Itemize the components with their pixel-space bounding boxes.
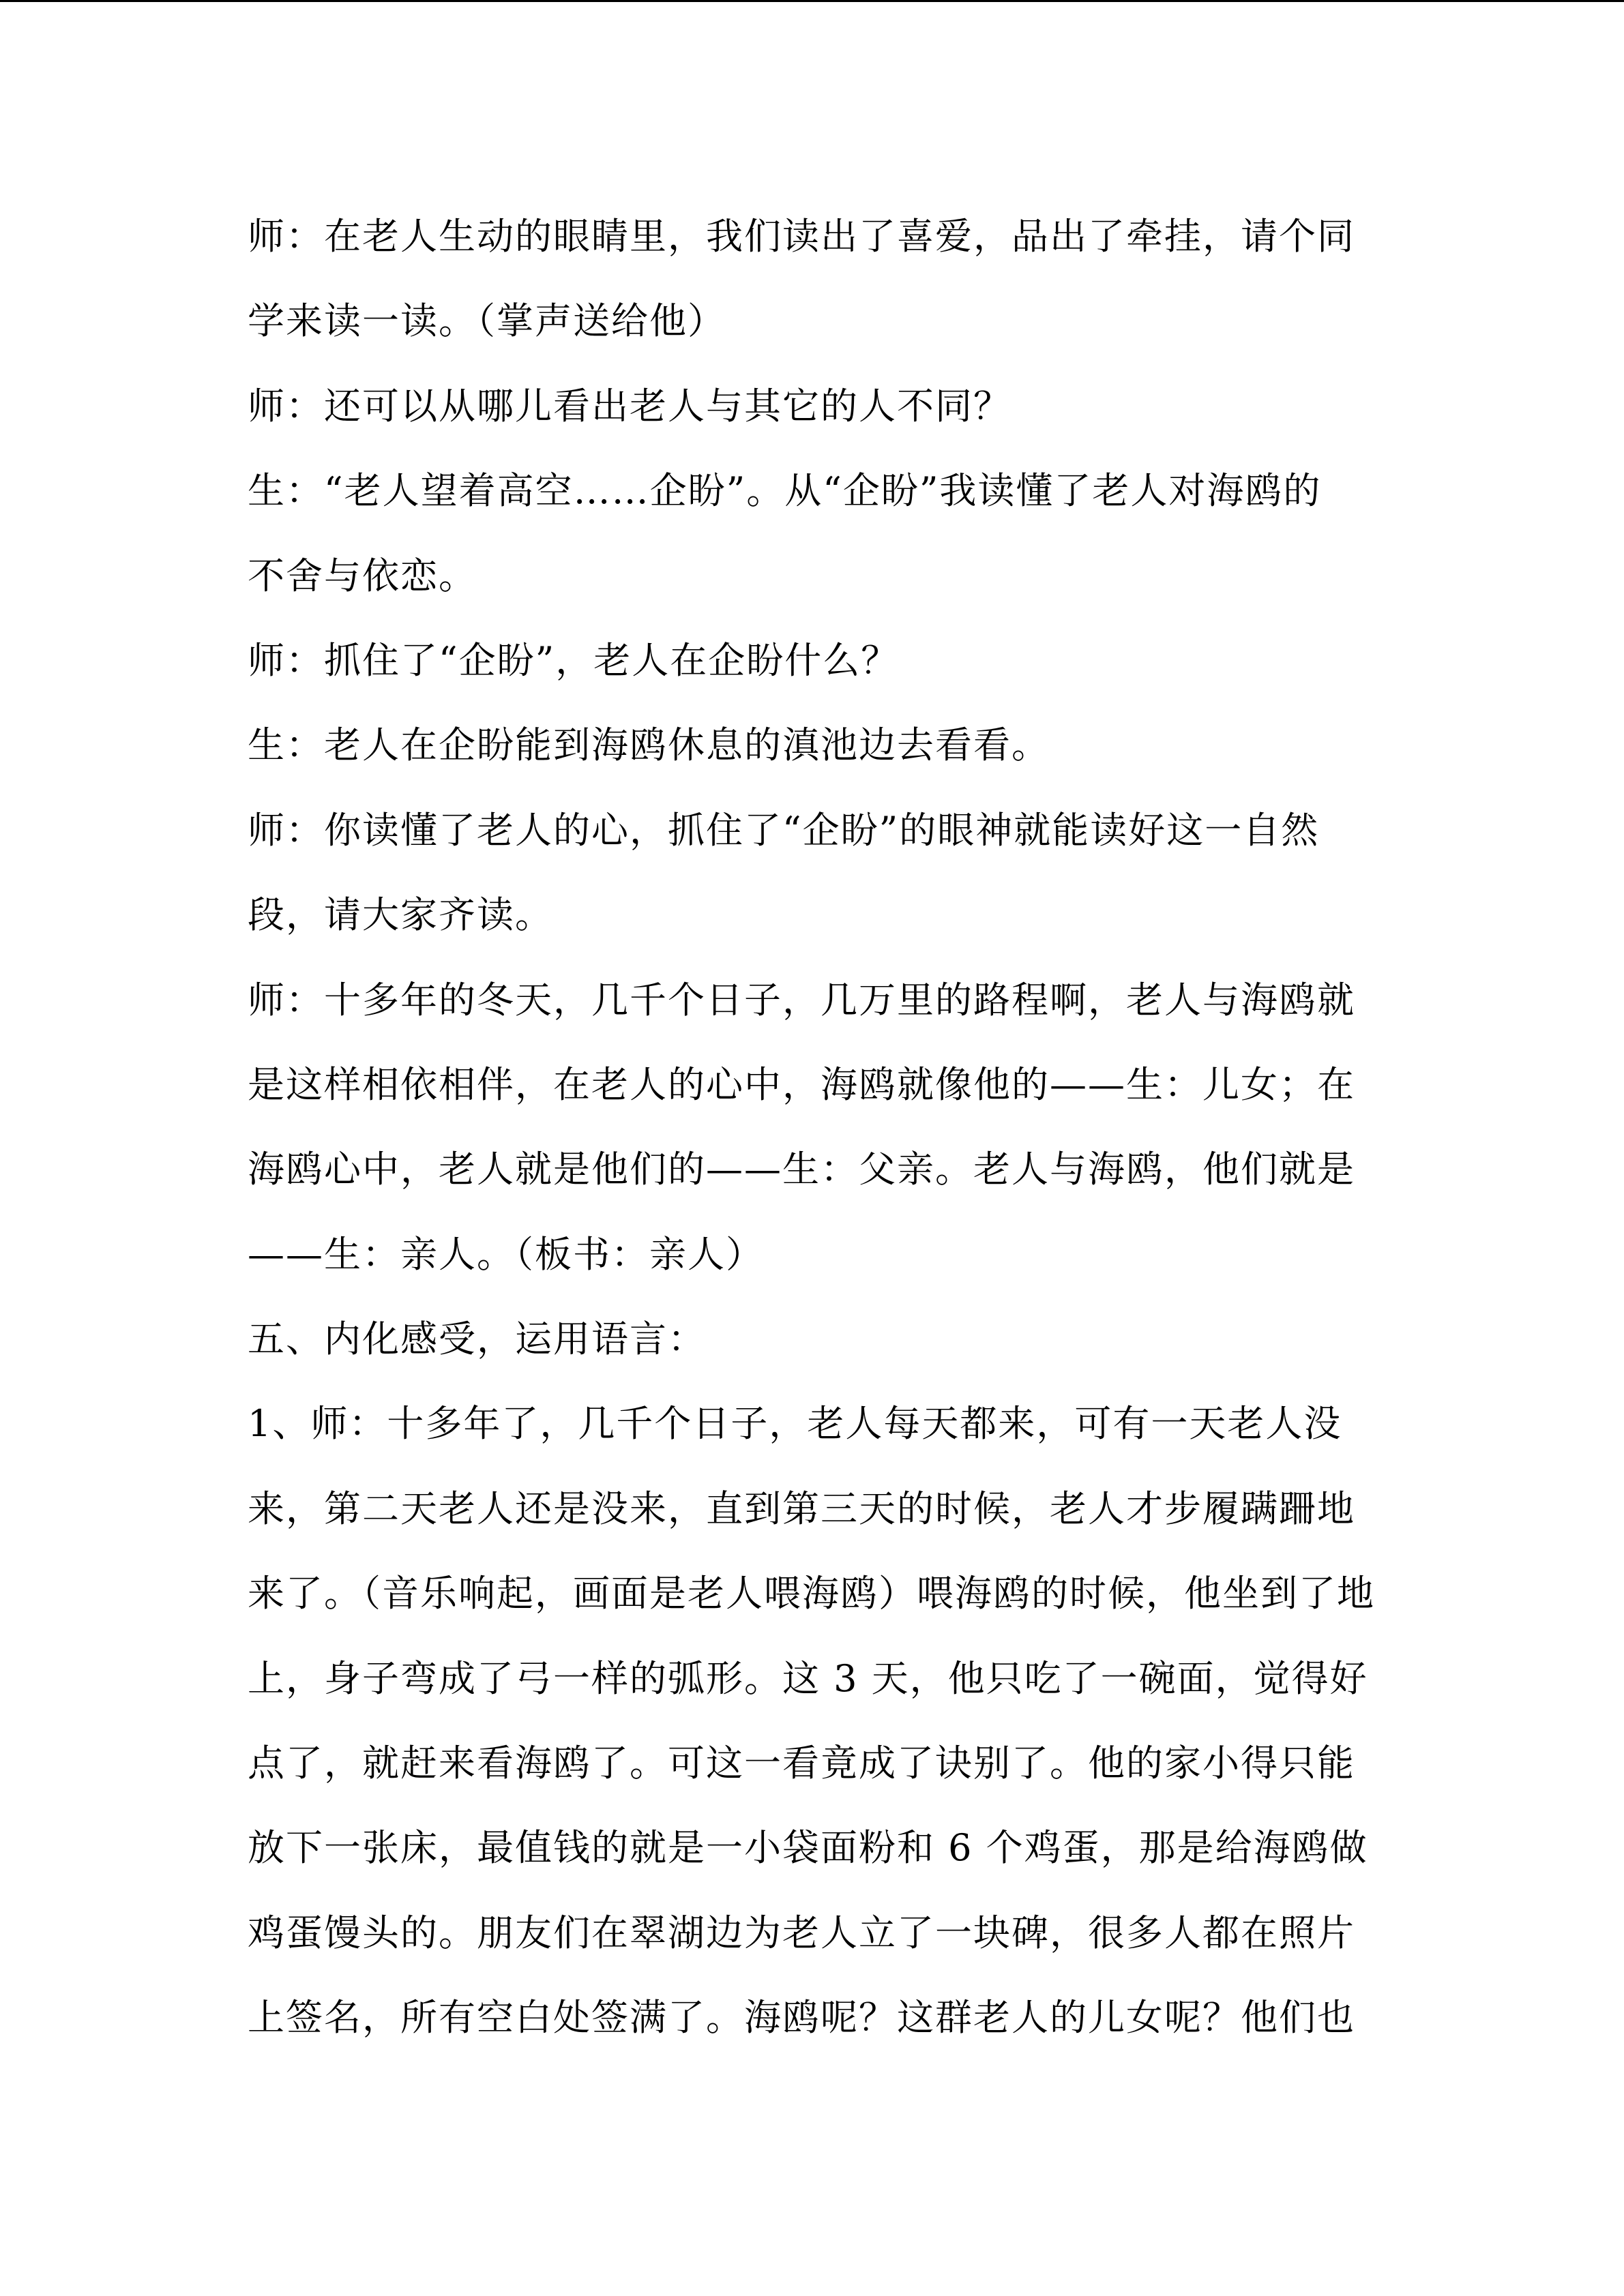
text-line: 海鸥心中，老人就是他们的——生：父亲。老人与海鸥，他们就是: [248, 1148, 1355, 1191]
text-line: 上，身子弯成了弓一样的弧形。这 3 天，他只吃了一碗面，觉得好: [248, 1656, 1368, 1700]
text-line: 不舍与依恋。: [248, 554, 477, 597]
text-line: 生：“老人望着高空……企盼”。从“企盼”我读懂了老人对海鸥的: [248, 469, 1322, 513]
text-line: 是这样相依相伴，在老人的心中，海鸥就像他的——生：儿女；在: [248, 1062, 1355, 1106]
text-line: 生：老人在企盼能到海鸥休息的滇池边去看看。: [248, 724, 1050, 767]
document-page: [248, 194, 1380, 2061]
text-line: 来，第二天老人还是没来，直到第三天的时候，老人才步履蹒跚地: [248, 1487, 1355, 1530]
text-line: 上签名，所有空白处签满了。海鸥呢？这群老人的儿女呢？他们也: [248, 1996, 1355, 2040]
text-line: ——生：亲人。（板书：亲人）: [248, 1232, 764, 1276]
top-border-rule: [0, 0, 1624, 2]
text-line: 师：你读懂了老人的心，抓住了“企盼”的眼神就能读好这一自然: [248, 808, 1320, 852]
text-line: 学来读一读。（掌声送给他）: [248, 299, 726, 343]
text-line: 鸡蛋馒头的。朋友们在翠湖边为老人立了一块碑，很多人都在照片: [248, 1911, 1355, 1954]
text-line: 师：还可以从哪儿看出老人与其它的人不同？: [248, 384, 1012, 428]
text-line: 1、师：十多年了，几千个日子，老人每天都来，可有一天老人没: [248, 1402, 1342, 1446]
text-line: 师：在老人生动的眼睛里，我们读出了喜爱，品出了牵挂，请个同: [248, 215, 1355, 258]
text-line: 点了，就赶来看海鸥了。可这一看竟成了诀别了。他的家小得只能: [248, 1742, 1355, 1785]
text-line: 放下一张床，最值钱的就是一小袋面粉和 6 个鸡蛋，那是给海鸥做: [248, 1826, 1368, 1870]
section-heading: 五、内化感受，运用语言：: [248, 1317, 706, 1361]
text-line: 师：抓住了“企盼”，老人在企盼什么？: [248, 638, 900, 682]
text-line: 来了。（音乐响起，画面是老人喂海鸥）喂海鸥的时候，他坐到了地: [248, 1572, 1375, 1615]
text-line: 师：十多年的冬天，几千个日子，几万里的路程啊，老人与海鸥就: [248, 978, 1355, 1022]
text-line: 段，请大家齐读。: [248, 893, 553, 937]
